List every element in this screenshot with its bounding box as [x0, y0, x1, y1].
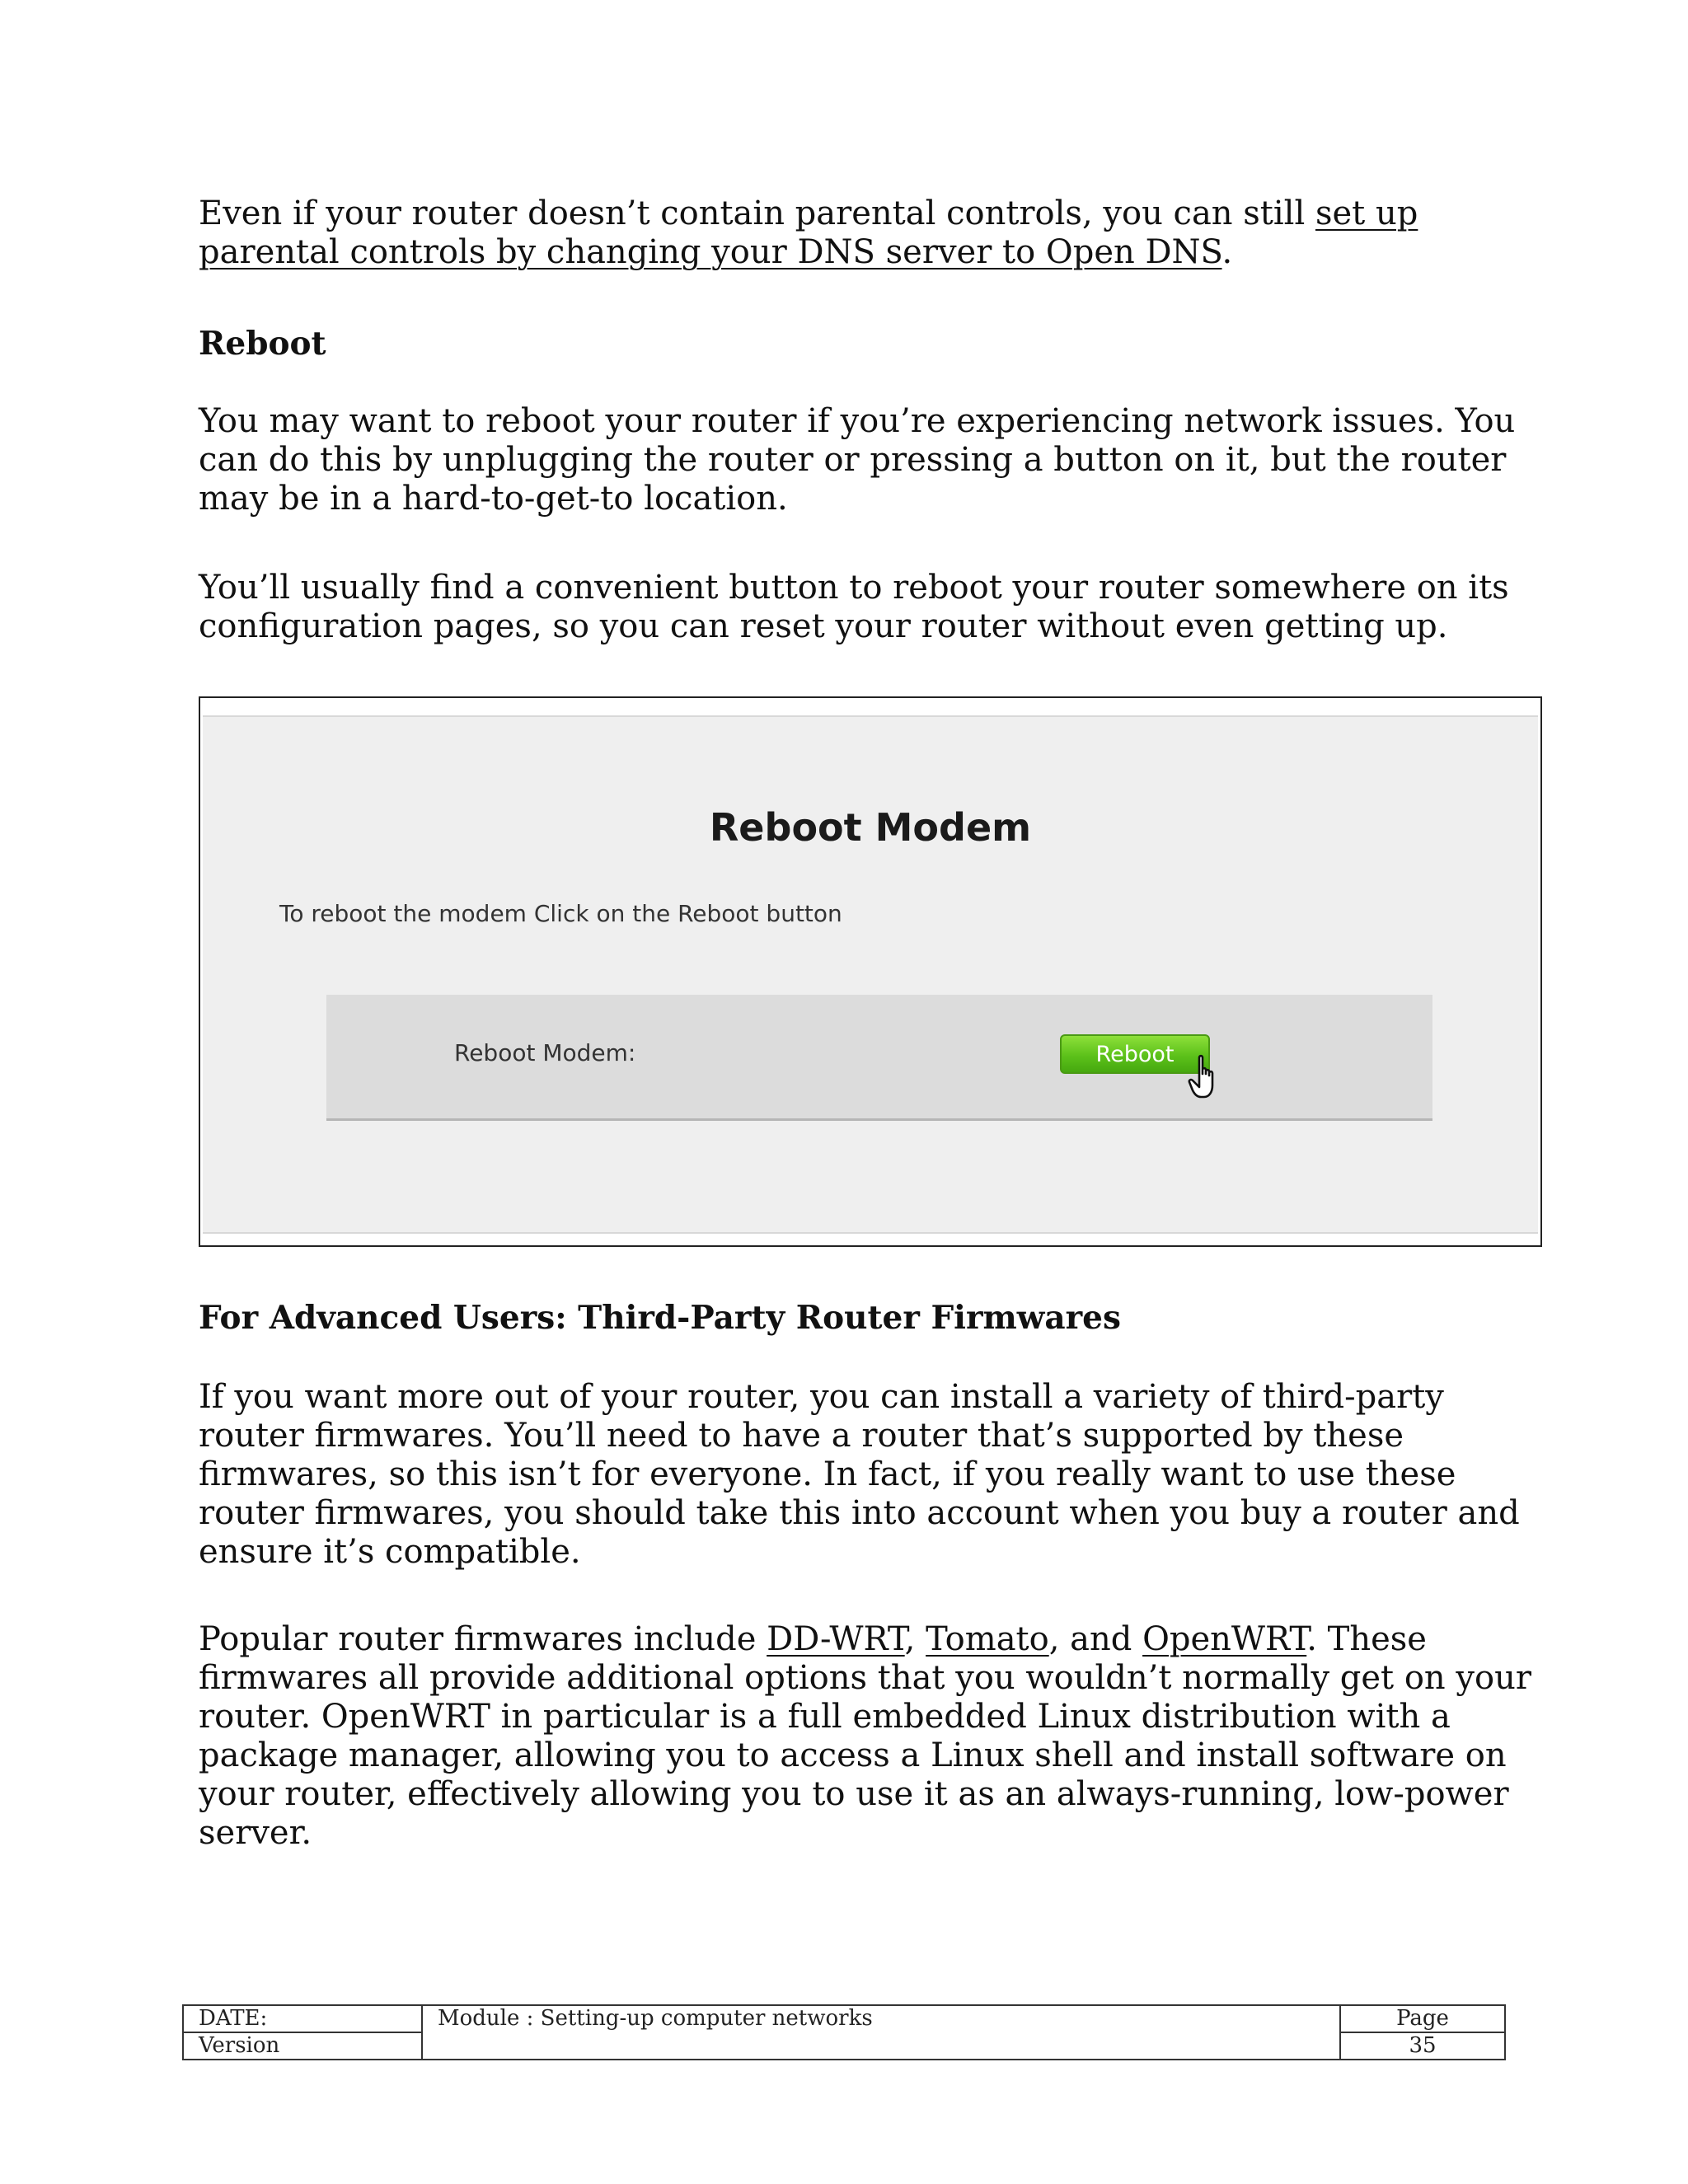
reboot-form-row: [326, 995, 1432, 1121]
reboot-modem-screenshot: [199, 696, 1542, 1247]
hand-pointer-icon: [1188, 1054, 1226, 1102]
reboot-modem-label: Reboot Modem:: [454, 1039, 636, 1066]
footer-version: Version: [183, 2032, 422, 2060]
intro-text: Even if your router doesn’t contain parental controls, you can still: [199, 194, 1315, 232]
dd-wrt-link[interactable]: DD-WRT: [767, 1620, 905, 1658]
footer-page-number: 35: [1340, 2032, 1505, 2060]
screenshot-instruction: To reboot the modem Click on the Reboot button: [279, 900, 842, 927]
intro-paragraph: Even if your router doesn’t contain parental controls, you can still set up parental controls by changing your DNS server to Open DNS.: [199, 194, 1418, 271]
page-footer: [182, 2004, 1506, 2060]
reboot-paragraph-2: You’ll usually find a convenient button to reboot your router somewhere on its configuration pages, so you can reset your router without even getting up.: [199, 569, 1509, 645]
footer-page-label: Page: [1340, 2005, 1505, 2032]
openwrt-link[interactable]: OpenWRT: [1142, 1620, 1307, 1658]
advanced-heading: For Advanced Users: Third-Party Router Firmwares: [199, 1299, 1121, 1337]
reboot-heading: Reboot: [199, 325, 326, 363]
advanced-paragraph-2: Popular router firmwares include DD-WRT, Tomato, and OpenWRT. These firmwares all provide additional options that you wouldn’t normally get on your router. OpenWRT in particular is a full embedded Linux distribution with a package manager, allowing you to access a Linux shell and install software on your router, effectively allowing you to use it as an always-running, low-power server.: [199, 1620, 1531, 1852]
screenshot-panel: [203, 715, 1538, 1234]
footer-module: Module : Setting-up computer networks: [422, 2005, 1340, 2060]
open-dns-link[interactable]: set up parental controls by changing your DNS server to Open DNS: [199, 194, 1418, 271]
advanced-paragraph-1: If you want more out of your router, you can install a variety of third-party router firmwares. You’ll need to have a router that’s supported by these firmwares, so this isn’t for everyone. In fact, if you really want to use these router firmwares, you should take this into account when you buy a router and ensure it’s compatible.: [199, 1378, 1520, 1571]
footer-date: DATE:: [183, 2005, 422, 2032]
reboot-paragraph-1: You may want to reboot your router if you’re experiencing network issues. You can do this by unplugging the router or pressing a button on it, but the router may be in a hard-to-get-to location.: [199, 402, 1516, 518]
tomato-link[interactable]: Tomato: [926, 1620, 1049, 1658]
reboot-button[interactable]: Reboot: [1060, 1034, 1210, 1074]
screenshot-title: Reboot Modem: [709, 805, 1032, 850]
